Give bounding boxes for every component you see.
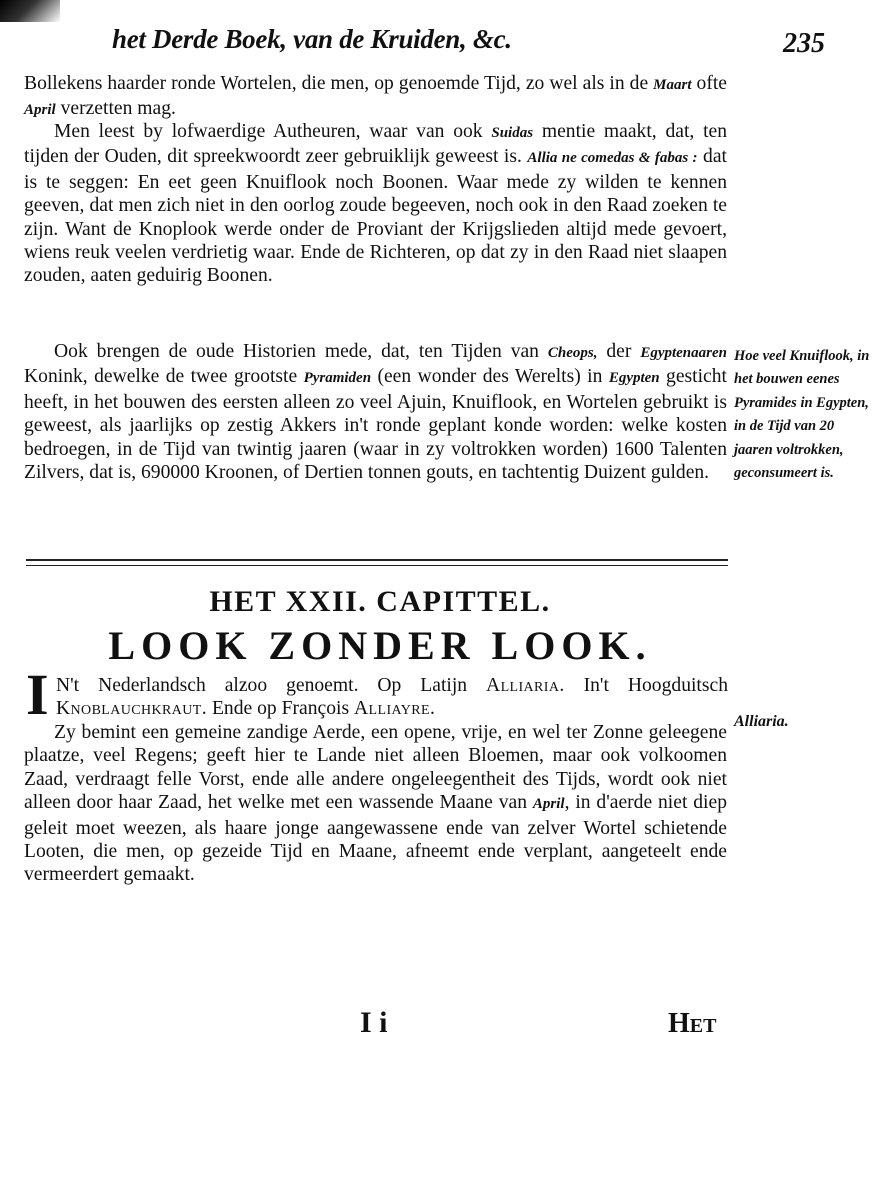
text-run: Ende op François: [207, 698, 354, 720]
italic-term: Pyramiden: [303, 370, 372, 387]
page-number: 235: [783, 28, 825, 59]
scan-edge-shadow: [0, 0, 60, 22]
paragraph-bollekens: [24, 72, 727, 123]
chapter-heading: HET XXII. CAPITTEL.: [209, 585, 551, 618]
text-run: mentie maakt, dat, ten tijden der Ouden, dit spreekwoordt zeer gebruiklijk geweest is.: [24, 121, 727, 168]
paragraph-cultivation: [24, 721, 727, 887]
text-run: Ook brengen de oude Historien mede, dat, ten Tijden van: [54, 341, 548, 362]
signature-mark: I i: [360, 1006, 388, 1039]
paragraph-cheops: [24, 340, 727, 484]
paragraph-names: [56, 674, 728, 721]
catchword: Het: [668, 1008, 717, 1039]
page-header: [112, 24, 835, 64]
paragraph-allia: [24, 120, 727, 288]
latin-proverb: Allia ne comedas & fabas :: [527, 150, 698, 167]
running-head: het Derde Boek, van de Kruiden, &c.: [112, 24, 512, 54]
italic-term: April: [24, 102, 56, 119]
italic-term: Suidas: [491, 125, 534, 141]
text-run: Konink, dewelke de twee grootste: [24, 366, 304, 388]
german-name: Knoblauchkraut.: [56, 698, 208, 720]
french-name: Alliayre.: [354, 698, 436, 720]
text-run: (een wonder des Werelts) in: [371, 366, 609, 388]
text-run: der: [597, 341, 641, 362]
section-rule-thin: [26, 565, 728, 566]
text-run: gesticht heeft, in het bouwen des eersten alleen zo veel Ajuin, Knuiflook, en Wortelen gebruikt is geweest, als jaarlijks op zestig Akkers in't ronde geplant konde worden: welke kosten bedroegen, in de Tijd van twintig jaaren (waar in zy voltrokken worden) 1600 Talenten Zilvers, dat is, 690000 Kroonen, of Dertien tonnen gouts, en tachtentig Duizent gulden.: [24, 366, 727, 484]
text-run: ofte: [691, 73, 727, 94]
italic-term: Maart: [653, 77, 692, 93]
margin-note-alliaria: Alliaria.: [734, 713, 789, 730]
italic-term: Cheops,: [547, 345, 598, 361]
text-run: Zy bemint een gemeine zandige Aerde, een opene, vrije, en wel ter Zonne geleegene plaatze, veel Regens; geeft hier te Lande niet alleen Bloemen, maar ook volkoomen Zaad, verdraagt felle Vorst, ende alle andere ongeleegentheit des Tijds, wordt ook niet alleen door haar Zaad, het welke met een wassende Maane van: [24, 722, 727, 814]
text-run: dat is te seggen: En eet geen Knuiflook noch Boonen. Waar mede zy wilden te kennen geeven, dat men zich niet in den oorlog zoude begeeven, noch ook in den Raad zoeken te zijn. Want de Knoplook werde onder de Proviant der Krijgslieden altijd mede gevoert, wiens reuk veelen verdrietig waar. Ende de Richteren, op dat zy in den Raad niet slaapen zouden, aaten geduirig Boonen.: [24, 146, 727, 287]
margin-note-knuiflook: Hoe veel Knuiflook, in het bouwen eenes Pyramides in Egypten, in de Tijd van 20 jaaren voltrokken, geconsumeert is.: [734, 348, 870, 482]
section-rule: [26, 559, 728, 561]
text-run: , in d'aerde niet diep geleit moet weezen, als haare jonge aangewassene ende van zelver Wortel schietende Looten, die men, op gezeide Tijd en Maane, afneemt ende verplant, aangeteelt ende vermeerdert gemaakt.: [24, 792, 727, 886]
text-run: N't Nederlandsch alzoo genoemt. Op Latijn: [56, 675, 487, 696]
text-run: Bollekens haarder ronde Wortelen, die men, op genoemde Tijd, zo wel als in de: [24, 73, 654, 94]
text-run: verzetten mag.: [55, 98, 176, 120]
latin-name: Alliaria.: [486, 675, 565, 696]
text-run: Men leest by lofwaerdige Autheuren, waar van ook: [54, 121, 492, 142]
text-run: In't Hoogduitsch: [564, 675, 728, 696]
drop-cap: I: [26, 662, 49, 727]
italic-term: April: [532, 796, 565, 813]
italic-term: Egypten: [608, 370, 660, 387]
italic-term: Egyptenaaren: [640, 345, 727, 361]
chapter-title: LOOK ZONDER LOOK.: [108, 623, 652, 668]
